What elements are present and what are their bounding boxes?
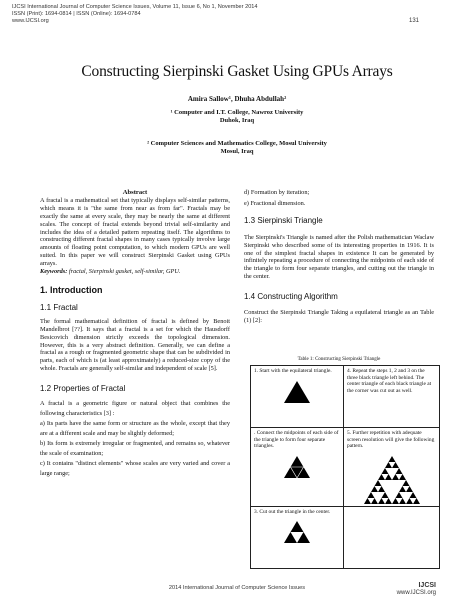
algorithm-paragraph: Construct the Sierpinski Triangle Taking a equilateral triangle as an Table (1) [2]: [244,309,434,324]
section-sierpinski-triangle: 1.3 Sierpinski Triangle [244,215,323,225]
step-1-text: 1. Start with the equilateral triangle. [254,368,332,374]
section-properties: 1.2 Properties of Fractal [40,384,126,394]
abstract-heading: Abstract [122,189,148,196]
properties-paragraph: A fractal is a geometric figure or natural object that combines the following characteristics [3] : [40,400,230,418]
keywords-label: Keywords: [40,268,68,276]
table-row [251,366,440,428]
table-cell-empty [344,506,440,568]
affiliation-2 [0,140,474,156]
paper-title: Constructing Sierpinski Gasket Using GPUs Arrays [81,63,393,80]
keywords-text: fractal, Sierpinski gasket, self-similar, GPU. [67,268,181,276]
journal-header [12,4,258,25]
property-item-b: b) Its form is extremely irregular or fragmented, and remains so, whatever the scale of examination; [40,440,230,458]
step-5-text: 5. Further repetition with adequate screen resolution will give the following pattern. [347,430,435,450]
step-2-text: . Connect the midpoints of each side of the triangle to form four separate triangles. [254,430,339,450]
affiliation-2-line2: Mosul, Iraq [220,148,254,155]
step-4-text: 4. Repeat the steps 1, 2 and 3 on the three black triangle left behind. The center triangle of each black triangle at the corner was cut out as well. [347,368,432,394]
table-cell-step-3 [251,506,344,568]
journal-logo [397,582,436,597]
header-line-1: IJCSI International Journal of Computer Science Issues, Volume 11, Issue 6, No 1, November 2014 [12,4,258,10]
table-row [251,506,440,568]
cutout-triangle-figure [284,521,310,543]
footer-text: 2014 International Journal of Computer Science Issues [168,585,306,591]
affiliation-2-line1: ² Computer Sciences and Mathematics College, Mosul University [147,140,327,147]
affiliation-1-line1: ¹ Computer and I.T. College, Nawroz University [170,109,304,116]
abstract-text: A fractal is a mathematical set that typically displays self-similar patterns, which means it is "the same from near as from far". Fractals may be exactly the same at every scale, they may be nearly the same at different scales. The concept of fractal extends beyond trivial self-similarity and includes the idea of a detailed pattern repeating itself. The algorithms to constructing different fractal shapes in many cases typically involve large amounts of floating point computation, to which modern GPUs are well suited. In this paper we will construct Sierpinski Gasket using GPUs arrays. [40,196,230,268]
table-caption: Table 1: Constructing Sierpinski Triangle [297,357,381,362]
construction-table [250,365,440,569]
property-item-c: c) It contains "distinct elements" whose scales are very varied and cover a large range; [40,460,230,478]
right-column [244,189,434,325]
left-column [40,189,230,479]
table-cell-step-5 [344,428,440,507]
affiliation-1-line2: Duhok, Iraq [219,117,255,124]
fractal-paragraph: The formal mathematical definition of fractal is defined by Benoit Mandelbrot [??]. It says that a fractal is a set for which the Hausdorff Besicovich dimension strictly exceeds the topological dimension. However, this is a very abstract definition. Generally, we can define a fractal as a rough or fragmented geometric shape that can be subdivided in parts, each of which is (at least approximately) a reduced-size copy of the whole. Fractals are generally self-similar and independent of scale [5]. [40,317,230,373]
sierpinski-pattern-figure [364,456,420,504]
header-line-2: ISSN (Print): 1694-0814 | ISSN (Online): 1694-0784 [12,11,141,17]
section-fractal: 1.1 Fractal [40,302,78,312]
step-3-text: 3. Cut out the triangle in the center. [254,508,331,515]
section-introduction: 1. Introduction [40,284,103,295]
subdivided-triangle-figure [284,456,310,478]
triangle-paragraph: The Sierpinski's Triangle is named after the Polish mathematician Waclaw Sierpinski who described some of its interesting properties in 1916. It is one of the simplest fractal shapes in existence It can be generated by infinitely repeating a procedure of connecting the midpoints of each side of the triangle to form four separate triangles, and cutting out the triangle in the center. [244,233,434,281]
logo-text: IJCSI [418,582,436,589]
solid-triangle-figure [284,381,310,403]
logo-url: www.IJCSI.org [396,590,436,596]
keywords [40,268,230,276]
table-cell-step-2 [251,428,344,507]
page-number: 131 [408,18,419,24]
affiliation-1 [0,109,474,125]
table-cell-step-4 [344,366,440,428]
property-item-a: a) Its parts have the same form or structure as the whole, except that they are at a different scale and may be slightly deformed; [40,420,230,438]
section-constructing-algorithm: 1.4 Constructing Algorithm [244,292,338,302]
table-cell-step-1 [251,366,344,428]
authors: Amira Sallow¹, Dhuha Abdullah² [187,95,287,103]
property-item-d: d) Formation by iteration; [244,189,310,196]
property-item-e: e) Fractional dimension. [244,199,306,207]
table-row [251,428,440,507]
header-line-3: www.IJCSI.org [12,18,49,24]
